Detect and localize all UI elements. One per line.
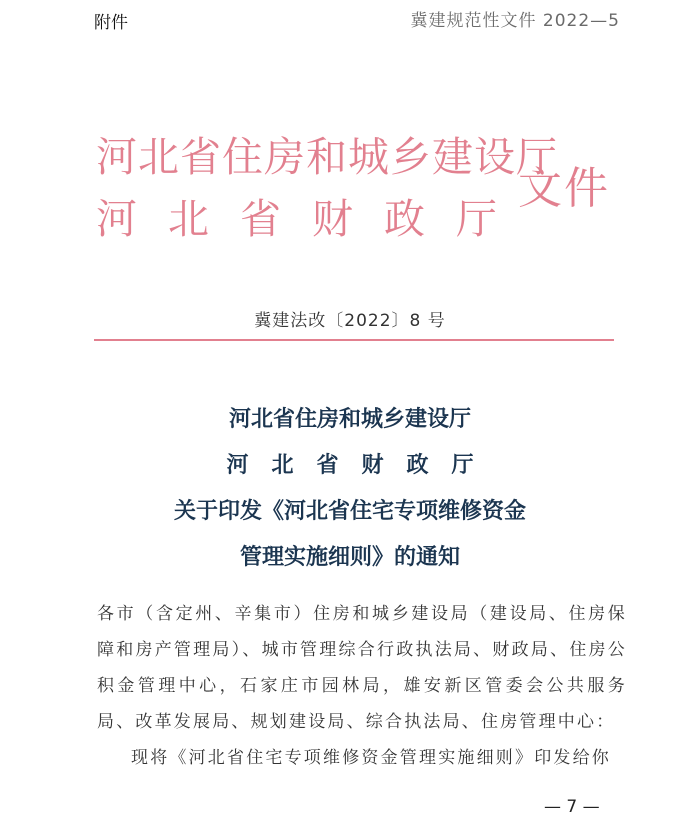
doc-series: 冀建规范性文件 2022—5 [410,11,620,31]
title-line-4: 管理实施细则》的通知 [239,544,460,570]
doc-number: 冀建法改〔2022〕8 号 [254,311,446,331]
doc-word: 文件 [518,163,610,214]
issuer-line-1: 河北省住房和城乡建设厅 [96,133,558,181]
title-line-3: 关于印发《河北省住宅专项维修资金 [173,498,526,524]
title-line-2: 河北省财政厅 [226,452,497,478]
title-line-1: 河北省住房和城乡建设厅 [228,406,471,432]
notice-body [97,596,627,776]
issuer-block [96,126,558,250]
recipients-paragraph: 各市（含定州、辛集市）住房和城乡建设局（建设局、住房保障和房产管理局）、城市管理综合行政执法局、财政局、住房公积金管理中心，石家庄市园林局，雄安新区管委会公共服务局、改革发展局、规划建设局、综合执法局、住房管理中心： [97,604,627,732]
page-number: — 7 — [544,797,600,817]
red-divider [94,339,614,341]
notice-title [0,396,700,580]
issuer-line-2: 河北省财政厅 [96,195,528,243]
attachment-label: 附件 [94,13,128,33]
body-paragraph: 现将《河北省住宅专项维修资金管理实施细则》印发给你 [131,748,611,768]
